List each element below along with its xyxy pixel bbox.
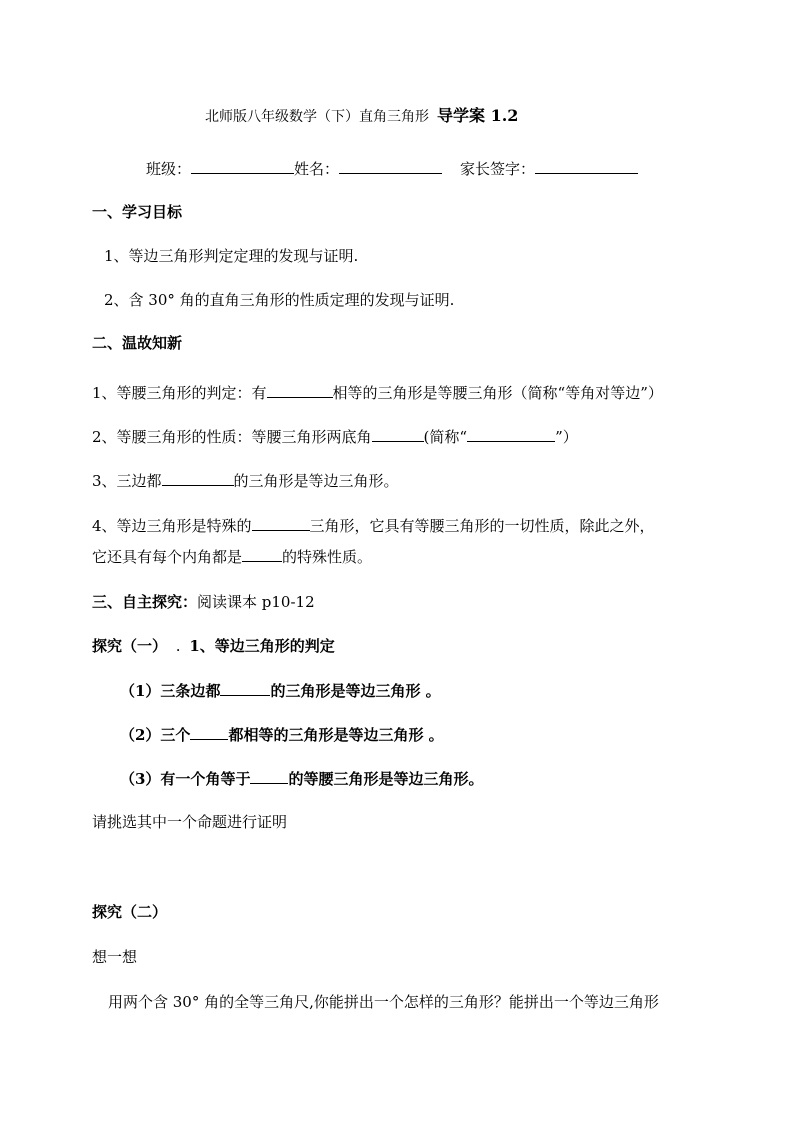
think-label: 想一想 xyxy=(92,948,138,966)
review-q4-line2 xyxy=(92,546,372,567)
name-blank[interactable] xyxy=(339,158,442,174)
prop2-text-b: 都相等的三角形是等边三角形 。 xyxy=(228,726,444,744)
section3-heading-text: 三、自主探究： xyxy=(92,593,198,611)
goal-item-2: 2、含 30° 角的直角三角形的性质定理的发现与证明. xyxy=(104,291,455,309)
review-q2-blank-1[interactable] xyxy=(372,426,424,442)
page-title xyxy=(205,106,518,127)
info-row xyxy=(146,158,638,179)
parent-signature-blank[interactable] xyxy=(535,158,638,174)
review-q4-text-b: 三角形，它具有等腰三角形的一切性质，除此之外， xyxy=(309,517,655,535)
explore2-heading: 探究（二） xyxy=(92,903,168,921)
review-q2 xyxy=(92,426,578,447)
prop3-blank[interactable] xyxy=(250,768,288,784)
review-q3-text-a: 3、三边都 xyxy=(92,472,162,490)
explore1-prefix: 探究（一） xyxy=(92,637,168,655)
review-q3-text-b: 的三角形是等边三角形。 xyxy=(233,472,399,490)
section3-heading xyxy=(92,592,315,612)
section1-heading: 一、学习目标 xyxy=(92,203,183,221)
prop3-text-b: 的等腰三角形是等边三角形。 xyxy=(288,770,484,788)
review-q3 xyxy=(92,470,399,491)
section2-heading: 二、温故知新 xyxy=(92,334,183,352)
explore1-proposition-1 xyxy=(120,680,441,701)
title-suffix: 导学案 1.2 xyxy=(437,106,519,125)
prove-instruction: 请挑选其中一个命题进行证明 xyxy=(92,813,288,831)
prop2-text-a: （2）三个 xyxy=(120,726,191,744)
class-label: 班级： xyxy=(146,160,192,178)
prop1-text-a: （1）三条边都 xyxy=(120,682,221,700)
review-q4-text-c: 它还具有每个内角都是 xyxy=(92,548,243,566)
review-q1-text-b: 相等的三角形是等腰三角形（简称“等角对等边”） xyxy=(332,384,663,402)
review-q4-blank-1[interactable] xyxy=(252,515,310,531)
section3-heading-note: 阅读课本 p10-12 xyxy=(197,593,315,611)
review-q4-text-d: 的特殊性质。 xyxy=(282,548,373,566)
explore2-question: 用两个含 30° 角的全等三角尺,你能拼出一个怎样的三角形？能拼出一个等边三角形 xyxy=(108,993,659,1011)
prop3-text-a: （3）有一个角等于 xyxy=(120,770,251,788)
explore1-proposition-3 xyxy=(120,768,483,789)
review-q3-blank[interactable] xyxy=(162,470,234,486)
title-main: 北师版八年级数学（下）直角三角形 xyxy=(205,109,429,125)
explore1-proposition-2 xyxy=(120,724,444,745)
parent-signature-label: 家长签字： xyxy=(460,160,536,178)
review-q1-text-a: 1、等腰三角形的判定：有 xyxy=(92,384,267,402)
review-q4-text-a: 4、等边三角形是特殊的 xyxy=(92,517,252,535)
prop1-text-b: 的三角形是等边三角形 。 xyxy=(270,682,441,700)
review-q1-blank[interactable] xyxy=(267,382,333,398)
prop1-blank[interactable] xyxy=(220,680,270,696)
review-q4-blank-2[interactable] xyxy=(242,546,282,562)
review-q2-text-c: ”） xyxy=(555,428,578,446)
explore1-title: 1、等边三角形的判定 xyxy=(189,637,335,655)
explore1-heading xyxy=(92,636,335,656)
prop2-blank[interactable] xyxy=(190,724,228,740)
review-q2-text-b: (简称“ xyxy=(423,428,468,446)
review-q1 xyxy=(92,382,663,403)
name-label: 姓名： xyxy=(294,160,340,178)
review-q4-line1 xyxy=(92,515,655,536)
goal-item-1: 1、等边三角形判定定理的发现与证明. xyxy=(104,247,359,265)
review-q2-text-a: 2、等腰三角形的性质：等腰三角形两底角 xyxy=(92,428,372,446)
review-q2-blank-2[interactable] xyxy=(467,426,555,442)
explore1-dot: . xyxy=(175,637,181,655)
class-blank[interactable] xyxy=(191,158,294,174)
